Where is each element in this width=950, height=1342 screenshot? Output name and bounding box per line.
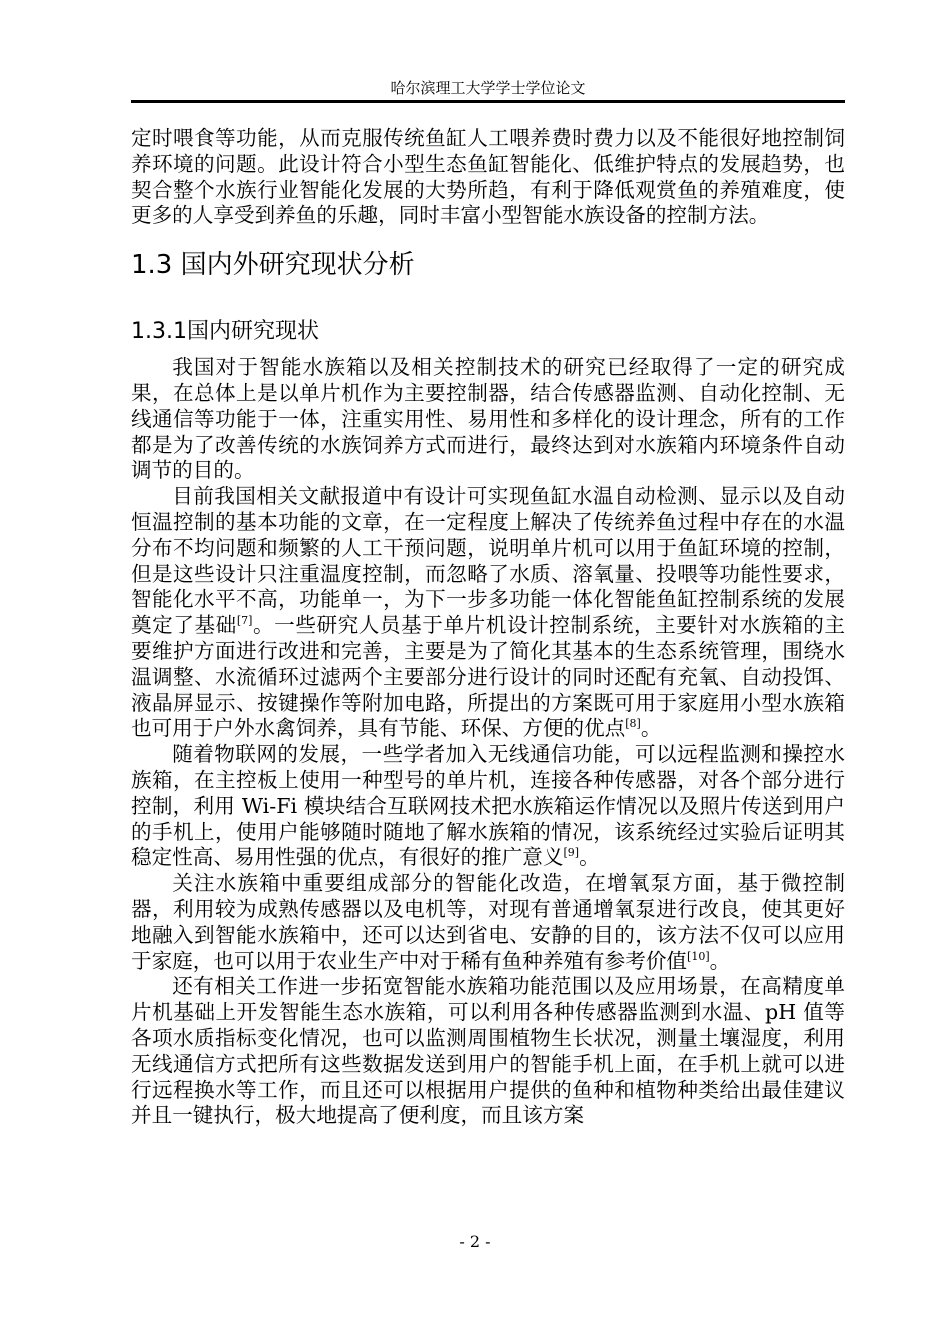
header-rule [131,100,845,103]
paragraph-2 [131,484,845,742]
paragraph-2-text-a: 目前我国相关文献报道中有设计可实现鱼缸水温自动检测、显示以及自动恒温控制的基本功能的文章，在一定程度上解决了传统养鱼过程中存在的水温分布不均问题和频繁的人工干预问题，说明单片机可以用于鱼缸环境的控制，但是这些设计只注重温度控制，而忽略了水质、溶氧量、投喂等功能性要求，智能化水平不高，功能单一，为下一步多功能一体化智能鱼缸控制系统的发展奠定了基础 [131,484,845,638]
paragraph-3-end: 。 [579,845,600,870]
paragraph-2-end: 。 [640,716,662,741]
paragraph-1: 我国对于智能水族箱以及相关控制技术的研究已经取得了一定的研究成果，在总体上是以单片机作为主要控制器，结合传感器监测、自动化控制、无线通信等功能于一体，注重实用性、易用性和多样化的设计理念，所有的工作都是为了改善传统的水族饲养方式而进行，最终达到对水族箱内环境条件自动调节的目的。 [131,355,845,483]
citation-10: [10] [687,949,710,963]
page-number: - 2 - [459,1232,491,1251]
subsection-title: 1.3.1国内研究现状 [131,319,319,345]
citation-7: [7] [236,614,253,628]
section-title: 1.3 国内外研究现状分析 [131,250,415,281]
intro-paragraph: 定时喂食等功能，从而克服传统鱼缸人工喂养费时费力以及不能很好地控制饲养环境的问题。此设计符合小型生态鱼缸智能化、低维护特点的发展趋势，也契合整个水族行业智能化发展的大势所趋，有利于降低观赏鱼的养殖难度，使更多的人享受到养鱼的乐趣，同时丰富小型智能水族设备的控制方法。 [131,126,845,228]
citation-8: [8] [625,717,641,731]
document-body [131,126,845,1129]
paragraph-3-text: 随着物联网的发展，一些学者加入无线通信功能，可以远程监测和操控水族箱，在主控板上使用一种型号的单片机，连接各种传感器，对各个部分进行控制，利用 Wi-Fi 模块结合互联网技术把水族箱运作情况以及照片传送到用户的手机上，使用户能够随时随地了解水族箱的情况，该系统经过实验后证明其稳定性高、易用性强的优点，有很好的推广意义 [131,742,845,870]
citation-9: [9] [563,846,580,860]
paragraph-4 [131,871,845,974]
page-header: 哈尔滨理工大学学士学位论文 [390,79,586,97]
paragraph-5: 还有相关工作进一步拓宽智能水族箱功能范围以及应用场景，在高精度单片机基础上开发智能生态水族箱，可以利用各种传感器监测到水温、pH 值等各项水质指标变化情况，也可以监测周围植物生长状况，测量土壤湿度，利用无线通信方式把所有这些数据发送到用户的智能手机上面，在手机上就可以进行远程换水等工作，而且还可以根据用户提供的鱼种和植物种类给出最佳建议并且一键执行，极大地提高了便利度，而且该方案 [131,974,845,1128]
paragraph-2-text-b: 。一些研究人员基于单片机设计控制系统，主要针对水族箱的主要维护方面进行改进和完善，主要是为了简化其基本的生态系统管理，围绕水温调整、水流循环过滤两个主要部分进行设计的同时还配有充氧、自动投饵、液晶屏显示、按键操作等附加电路，所提出的方案既可用于家庭用小型水族箱也可用于户外水禽饲养，具有节能、环保、方便的优点 [131,613,846,741]
paragraph-4-end: 。 [709,948,731,973]
paragraph-4-text: 关注水族箱中重要组成部分的智能化改造，在增氧泵方面，基于微控制器，利用较为成熟传感器以及电机等，对现有普通增氧泵进行改良，使其更好地融入到智能水族箱中，还可以达到省电、安静的目的，该方法不仅可以应用于家庭，也可以用于农业生产中对于稀有鱼种养殖有参考价值 [131,871,845,973]
paragraph-3 [131,742,845,871]
